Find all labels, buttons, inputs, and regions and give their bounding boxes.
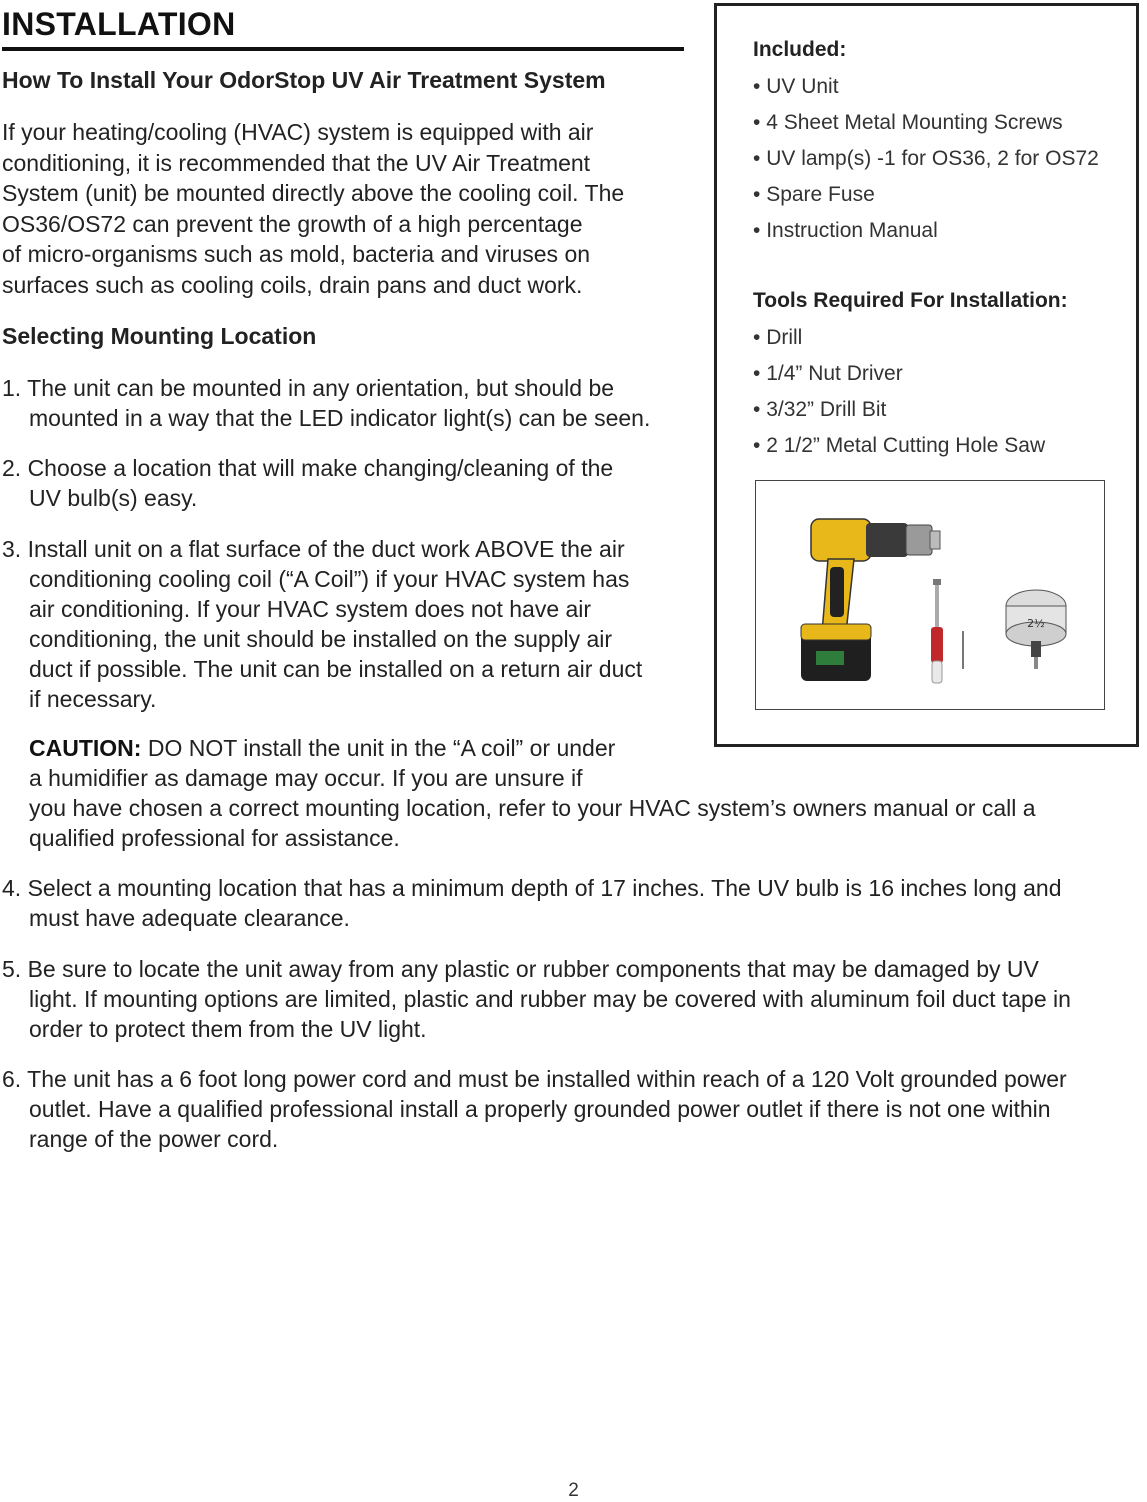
tools-photo xyxy=(755,480,1105,710)
hole-saw-icon xyxy=(1006,590,1066,669)
caution-label: CAUTION: xyxy=(29,735,142,761)
included-heading: Included: xyxy=(753,38,847,61)
caution-note: CAUTION: DO NOT install the unit in the “A coil” or under a humidifier as damage may occur. If you are unsure if you have chosen a correct mounting location, refer to your HVAC system’s owners manual or call a qualified professional for assistance. xyxy=(29,735,1036,851)
list-item-2: 2. Choose a location that will make changing/cleaning of the UV bulb(s) easy. xyxy=(2,455,614,511)
list-item-6: 6. The unit has a 6 foot long power cord and must be installed within reach of a 120 Volt grounded power outlet. Have a qualified professional install a properly grounded power outlet if there is not one within range of the power cord. xyxy=(2,1066,1067,1152)
list-item-1: 1. The unit can be mounted in any orientation, but should be mounted in a way that the LED indicator light(s) can be seen. xyxy=(2,375,651,431)
intro-paragraph: If your heating/cooling (HVAC) system is equipped with air conditioning, it is recommended that the UV Air Treatment System (unit) be mounted directly above the cooling coil. The OS36/OS72 can prevent the growth of a high percentage of micro-organisms such as mold, bacteria and viruses on surfaces such as cooling coils, drain pans and duct work. xyxy=(2,119,625,298)
included-item: • UV lamp(s) -1 for OS36, 2 for OS72 xyxy=(753,144,1099,180)
list-item-3: 3. Install unit on a flat surface of the duct work ABOVE the air conditioning cooling coil (“A Coil”) if your HVAC system has air conditioning. If your HVAC system does not have air conditioning, the unit should be installed on the supply air duct if possible. The unit can be installed on a return air duct if necessary. xyxy=(2,536,643,712)
included-item: • Instruction Manual xyxy=(753,216,1099,252)
list-item-4: 4. Select a mounting location that has a minimum depth of 17 inches. The UV bulb is 16 inches long and must have adequate clearance. xyxy=(2,875,1062,931)
drill-bit-icon xyxy=(962,631,964,669)
section-heading-location: Selecting Mounting Location xyxy=(2,323,317,349)
included-item: • UV Unit xyxy=(753,72,1099,108)
tools-item: • 2 1/2” Metal Cutting Hole Saw xyxy=(753,431,1045,467)
tools-illustration xyxy=(756,481,1103,708)
section-heading-install: How To Install Your OdorStop UV Air Treatment System xyxy=(2,67,606,93)
included-item: • 4 Sheet Metal Mounting Screws xyxy=(753,108,1099,144)
hole-saw-label: 2½ xyxy=(1027,617,1045,630)
tools-list xyxy=(753,323,1045,467)
page-number: 2 xyxy=(568,1480,579,1501)
title-rule xyxy=(2,47,684,51)
tools-item: • 3/32” Drill Bit xyxy=(753,395,1045,431)
tools-item: • 1/4” Nut Driver xyxy=(753,359,1045,395)
drill-icon xyxy=(801,519,940,681)
tools-item: • Drill xyxy=(753,323,1045,359)
tools-heading: Tools Required For Installation: xyxy=(753,289,1068,312)
nut-driver-icon xyxy=(931,579,943,683)
included-item: • Spare Fuse xyxy=(753,180,1099,216)
page-title: INSTALLATION xyxy=(2,6,236,42)
included-list xyxy=(753,72,1099,252)
sidebar-box xyxy=(714,3,1139,747)
list-item-5: 5. Be sure to locate the unit away from any plastic or rubber components that may be damaged by UV light. If mounting options are limited, plastic and rubber may be covered with aluminum foil duct tape in order to protect them from the UV light. xyxy=(2,956,1071,1042)
